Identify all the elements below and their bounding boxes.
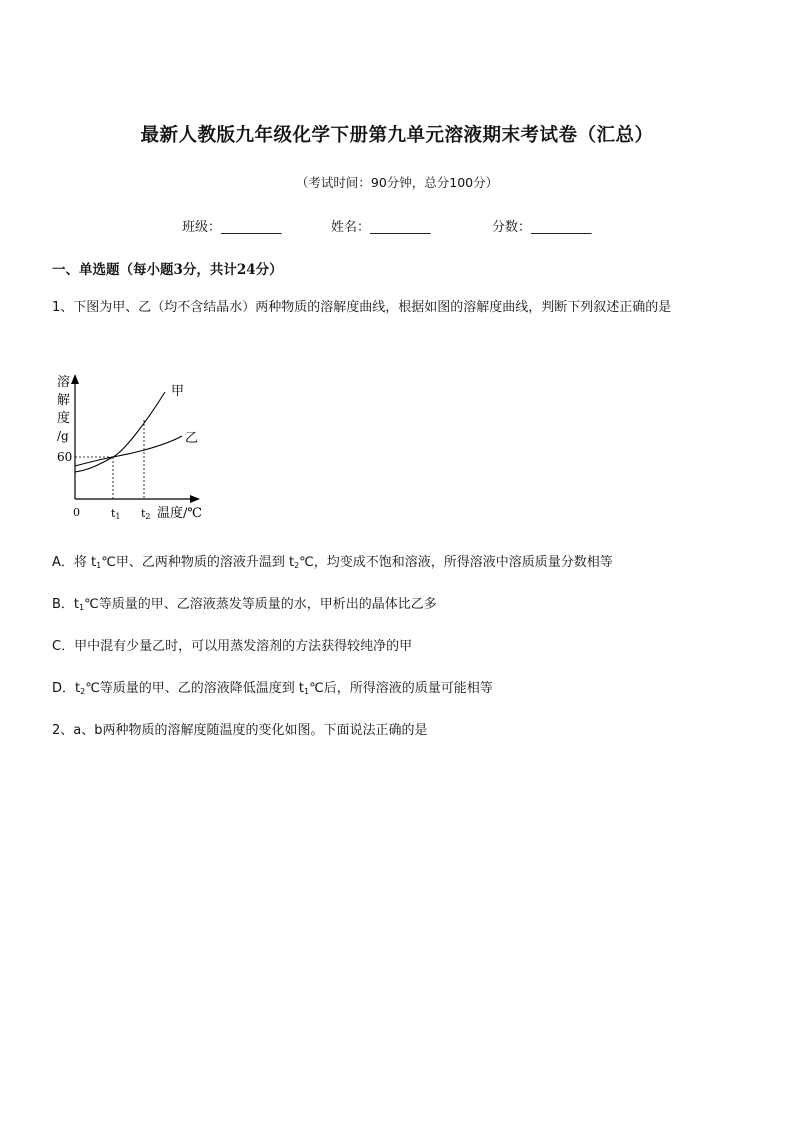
- option-b: B．$t_1℃$等质量的甲、乙溶液蒸发等质量的水，甲析出的晶体比乙多: [52, 597, 437, 612]
- score-field: [492, 216, 591, 235]
- name-label: 姓名：: [331, 220, 371, 235]
- score-blank: __________: [531, 220, 592, 235]
- class-blank: __________: [221, 220, 282, 235]
- exam-subtitle: （考试时间：90分钟，总分100分）: [295, 175, 499, 190]
- name-field: [331, 216, 430, 235]
- option-d: D．$t_2℃$等质量的甲、乙的溶液降低温度到 $t_1℃$后，所得溶液的质量可能相等: [52, 681, 493, 696]
- series-yi-label: 乙: [185, 431, 199, 446]
- question-2-stem: 2、a、b两种物质的溶解度随温度的变化如图。下面说法正确的是: [52, 723, 428, 738]
- x-axis-label: 温度/℃: [157, 506, 202, 521]
- ylabel-char-3: 度: [57, 411, 71, 426]
- page-title: 最新人教版九年级化学下册第九单元溶液期末考试卷（汇总）: [140, 125, 654, 146]
- series-yi-curve: [75, 436, 182, 466]
- x-tick-t1: t1: [111, 507, 121, 521]
- ylabel-char-4: /g: [57, 429, 69, 443]
- option-c: C．甲中混有少量乙时，可以用蒸发溶剂的方法获得较纯净的甲: [52, 639, 413, 654]
- ylabel-char-2: 解: [57, 393, 71, 408]
- series-jia-curve: [75, 392, 165, 472]
- solubility-chart: [40, 364, 220, 534]
- x-tick-t2: t2: [141, 507, 151, 521]
- x-axis-arrow: [190, 495, 200, 503]
- y-axis-arrow: [71, 374, 79, 384]
- option-a: A．将 $t_1℃$甲、乙两种物质的溶液升温到 $t_2℃$，均变成不饱和溶液，所得溶液中溶质质量分数相等: [52, 555, 613, 570]
- section-heading: 一、单选题（每小题3分，共计24分）: [52, 262, 283, 278]
- class-field: [182, 216, 281, 235]
- y-tick-60: 60: [57, 450, 73, 464]
- series-jia-label: 甲: [171, 384, 185, 399]
- x-origin-label: 0: [73, 506, 80, 519]
- class-label: 班级：: [182, 220, 222, 235]
- ylabel-char-1: 溶: [57, 375, 71, 390]
- score-label: 分数：: [492, 220, 532, 235]
- question-1-stem: 1、下图为甲、乙（均不含结晶水）两种物质的溶解度曲线，根据如图的溶解度曲线，判断下列叙述正确的是: [52, 300, 672, 315]
- name-blank: __________: [370, 220, 431, 235]
